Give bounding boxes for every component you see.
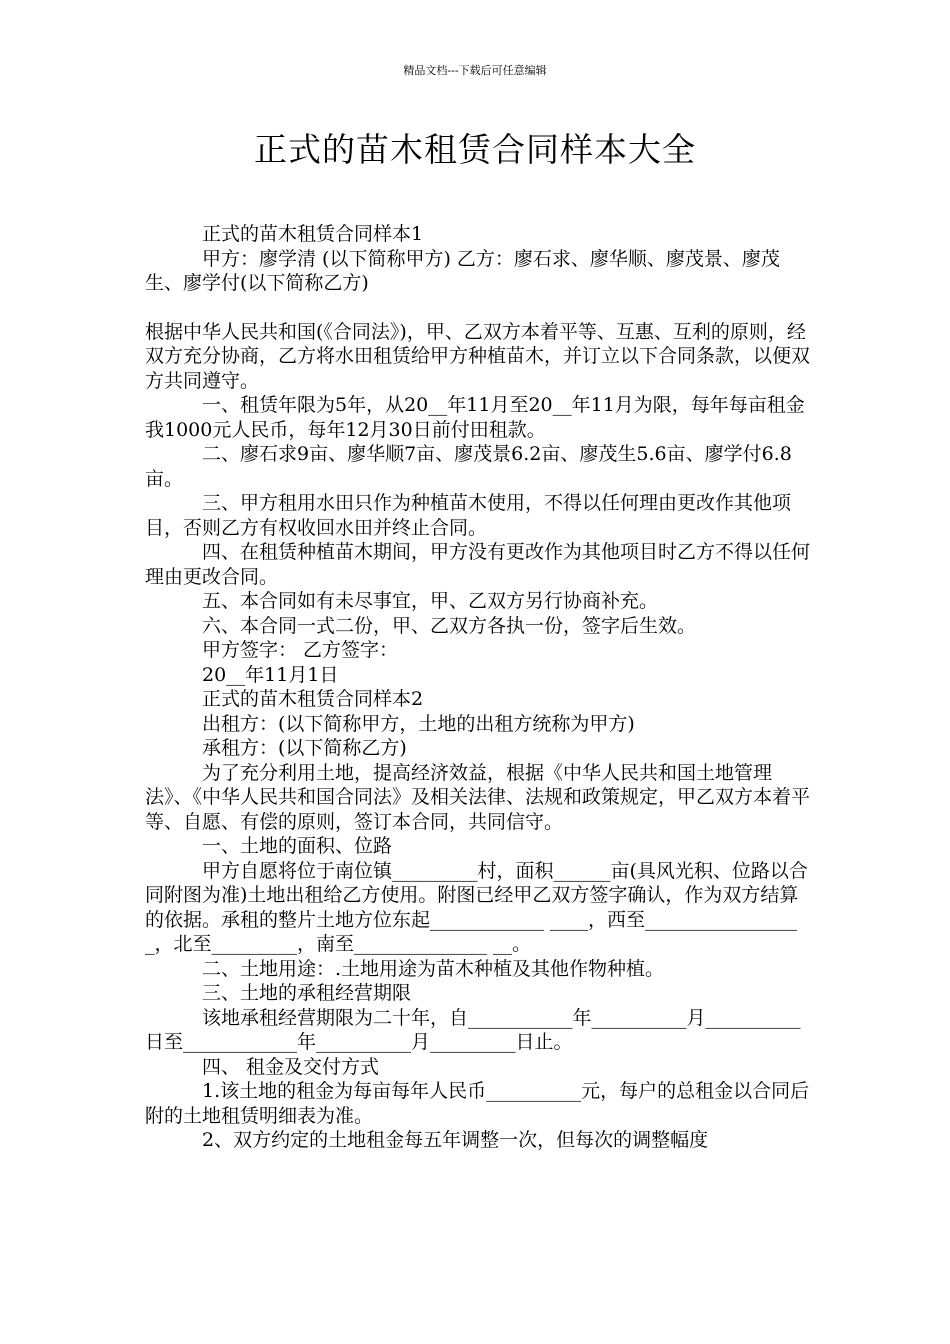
- paragraph: 甲方签字： 乙方签字：: [202, 639, 399, 661]
- paragraph: 二、廖石求9亩、廖华顺7亩、廖茂景6.2亩、廖茂生5.6亩、廖学付6.8亩。: [145, 443, 792, 490]
- paragraph: 三、甲方租用水田只作为种植苗木使用，不得以任何理由更改作其他项目，否则乙方有权收回水田并终止合同。: [145, 492, 792, 539]
- paragraph: 正式的苗木租赁合同样本1: [202, 223, 424, 245]
- header-note: 精品文档---下载后可任意编辑: [403, 64, 547, 77]
- document-title: 正式的苗木租赁合同样本大全: [254, 130, 696, 169]
- paragraph: 正式的苗木租赁合同样本2: [202, 688, 424, 710]
- paragraph: 1.该土地的租金为每亩每年人民币__________元，每户的总租金以合同后附的土地租赁明细表为准。: [145, 1080, 810, 1127]
- paragraph: 20__年11月1日: [202, 663, 339, 686]
- paragraph: 2、双方约定的土地租金每五年调整一次，但每次的调整幅度: [202, 1129, 709, 1151]
- paragraph: 根据中华人民共和国(《合同法》)，甲、乙双方本着平等、互惠、互利的原则，经双方充分协商，乙方将水田租赁给甲方种植苗木，并订立以下合同条款，以便双方共同遵守。: [145, 320, 811, 392]
- paragraph: 五、本合同如有未尽事宜，甲、乙双方另行协商补充。: [202, 590, 659, 612]
- paragraph: 一、土地的面积、位路: [202, 835, 393, 857]
- paragraph: 六、本合同一式二份，甲、乙双方各执一份，签字后生效。: [202, 614, 697, 637]
- paragraph: 承租方：(以下简称乙方): [202, 737, 407, 759]
- paragraph: 为了充分利用土地，提高经济效益，根据《中华人民共和国土地管理法》、《中华人民共和国合同法》及相关法律、法规和政策规定，甲乙双方本着平等、自愿、有偿的原则，签订本合同，共同信守。: [145, 761, 811, 833]
- paragraph: 二、土地用途：.土地用途为苗木种植及其他作物种植。: [202, 957, 665, 980]
- paragraph: 该地承租经营期限为二十年，自___________年__________月__________日至____________年__________月_________日止。: [145, 1006, 801, 1053]
- paragraph: 三、土地的承租经营期限: [202, 982, 412, 1004]
- blank-line: [145, 296, 810, 320]
- paragraph: 一、租赁年限为5年，从20__年11月至20__年11月为限，每年每亩租金我1000元人民币，每年12月30日前付田租款。: [145, 394, 805, 441]
- paragraph: 甲方：廖学清 (以下简称甲方) 乙方：廖石求、廖华顺、廖茂景、廖茂生、廖学付(以下简称乙方): [145, 247, 780, 294]
- paragraph: 出租方：(以下简称甲方，土地的出租方统称为甲方): [202, 712, 635, 735]
- paragraph: 四、在租赁种植苗木期间，甲方没有更改作为其他项目时乙方不得以任何理由更改合同。: [145, 541, 811, 588]
- paragraph: 甲方自愿将位于南位镇_________村，面积______亩(具风光积、位路以合同附图为准)土地出租给乙方使用。附图已经甲乙双方签字确认，作为双方结算的依据。承租的整片土地方位东起____________ ____，西至_________________，北至_________，南至______________ __。: [145, 859, 808, 955]
- document-body: [145, 222, 810, 1153]
- paragraph: 四、 租金及交付方式: [202, 1055, 380, 1078]
